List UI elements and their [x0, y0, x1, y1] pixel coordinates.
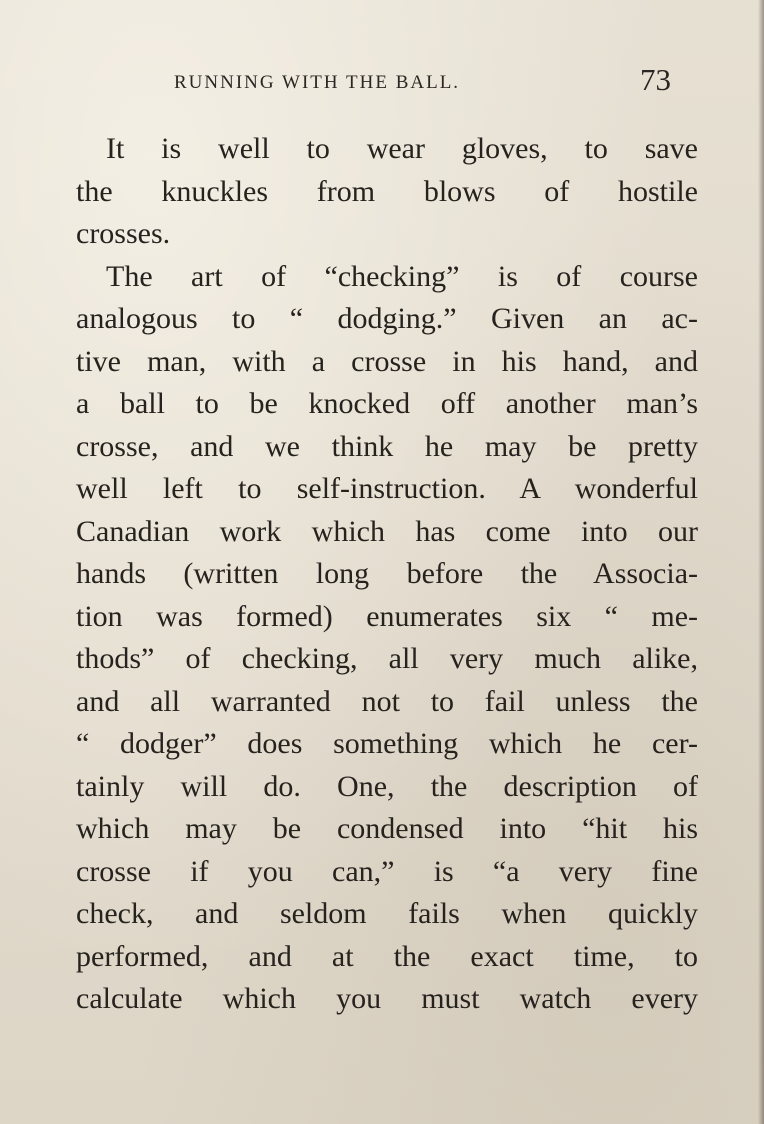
body-text [76, 128, 698, 1021]
text-line: hands (written long before the Associa- [76, 557, 698, 590]
text-line: “ dodger” does something which he cer- [76, 727, 698, 760]
text-line: well left to self-instruction. A wonderful [76, 472, 698, 505]
text-line: Canadian work which has come into our [76, 514, 698, 548]
text-line: tion was formed) enumerates six “ me- [76, 599, 698, 633]
text-line: tive man, with a crosse in his hand, and [76, 344, 698, 378]
text-line: It is well to wear gloves, to save [106, 132, 698, 165]
text-line: crosses. [76, 217, 171, 250]
text-line: analogous to “ dodging.” Given an ac- [76, 302, 698, 335]
text-line: tainly will do. One, the description of [76, 769, 698, 803]
text-line: crosse if you can,” is “a very fine [76, 854, 698, 888]
text-line: the knuckles from blows of hostile [76, 174, 698, 208]
text-line: crosse, and we think he may be pretty [76, 429, 698, 463]
text-line: thods” of checking, all very much alike, [76, 642, 698, 675]
running-head: RUNNING WITH THE BALL. [174, 72, 461, 93]
page-number: 73 [640, 62, 671, 97]
page-header [0, 60, 764, 110]
text-line: calculate which you must watch every [76, 982, 698, 1015]
text-line: performed, and at the exact time, to [76, 939, 698, 973]
text-line: a ball to be knocked off another man’s [76, 387, 698, 420]
text-line: which may be condensed into “hit his [76, 812, 698, 845]
text-line: The art of “checking” is of course [106, 259, 698, 293]
page-edge [758, 0, 764, 1124]
text-line: check, and seldom fails when quickly [76, 897, 698, 930]
text-line: and all warranted not to fail unless the [76, 684, 698, 718]
